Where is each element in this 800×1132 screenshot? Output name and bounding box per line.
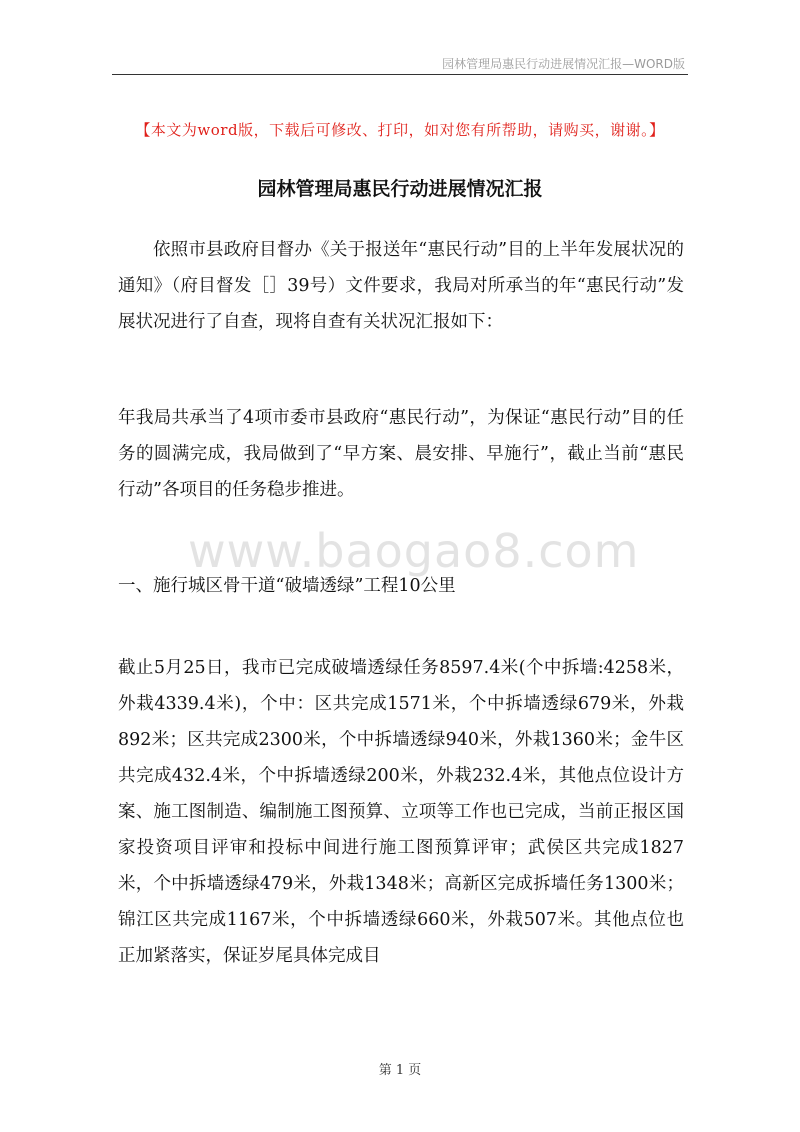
document-title: 园林管理局惠民行动进展情况汇报 (257, 178, 543, 200)
intro-paragraph: 依照市县政府目督办《关于报送年“惠民行动”目的上半年发展状况的通知》（府目督发［］39号）文件要求，我局对所承当的年“惠民行动”发展状况进行了自查，现将自查有关状况汇报如下： (118, 240, 684, 332)
header-rule (112, 74, 688, 75)
section-heading: 一、施行城区骨干道“破墙透绿”工程10公里 (118, 576, 456, 596)
details-paragraph: 截止5月25日，我市已完成破墙透绿任务8597.4米(个中拆墙:4258米，外栽4339.4米)，个中：区共完成1571米，个中拆墙透绿679米，外栽892米；区共完成2300米，个中拆墙透绿940米，外栽1360米；金牛区共完成432.4米，个中拆墙透绿200米，外栽232.4米，其他点位设计方案、施工图制造、编制施工图预算、立项等工作也已完成，当前正报区国家投资项目评审和投标中间进行施工图预算评审；武侯区共完成1827米，个中拆墙透绿479米，外栽1348米；高新区完成拆墙任务1300米；锦江区共完成1167米，个中拆墙透绿660米，外栽507米。其他点位也正加紧落实，保证岁尾具体完成目 (118, 658, 684, 966)
purchase-notice: 【本文为word版，下载后可修改、打印，如对您有所帮助，请购买，谢谢。】 (135, 121, 665, 139)
running-header: 园林管理局惠民行动进展情况汇报—WORD版 (442, 57, 685, 71)
watermark: www.baogao8.com (188, 524, 640, 578)
page-number: 第 1 页 (378, 1063, 422, 1078)
summary-paragraph: 年我局共承当了4项市委市县政府“惠民行动”，为保证“惠民行动”目的任务的圆满完成，我局做到了“早方案、晨安排、早施行”，截止当前“惠民行动”各项目的任务稳步推进。 (118, 408, 684, 500)
